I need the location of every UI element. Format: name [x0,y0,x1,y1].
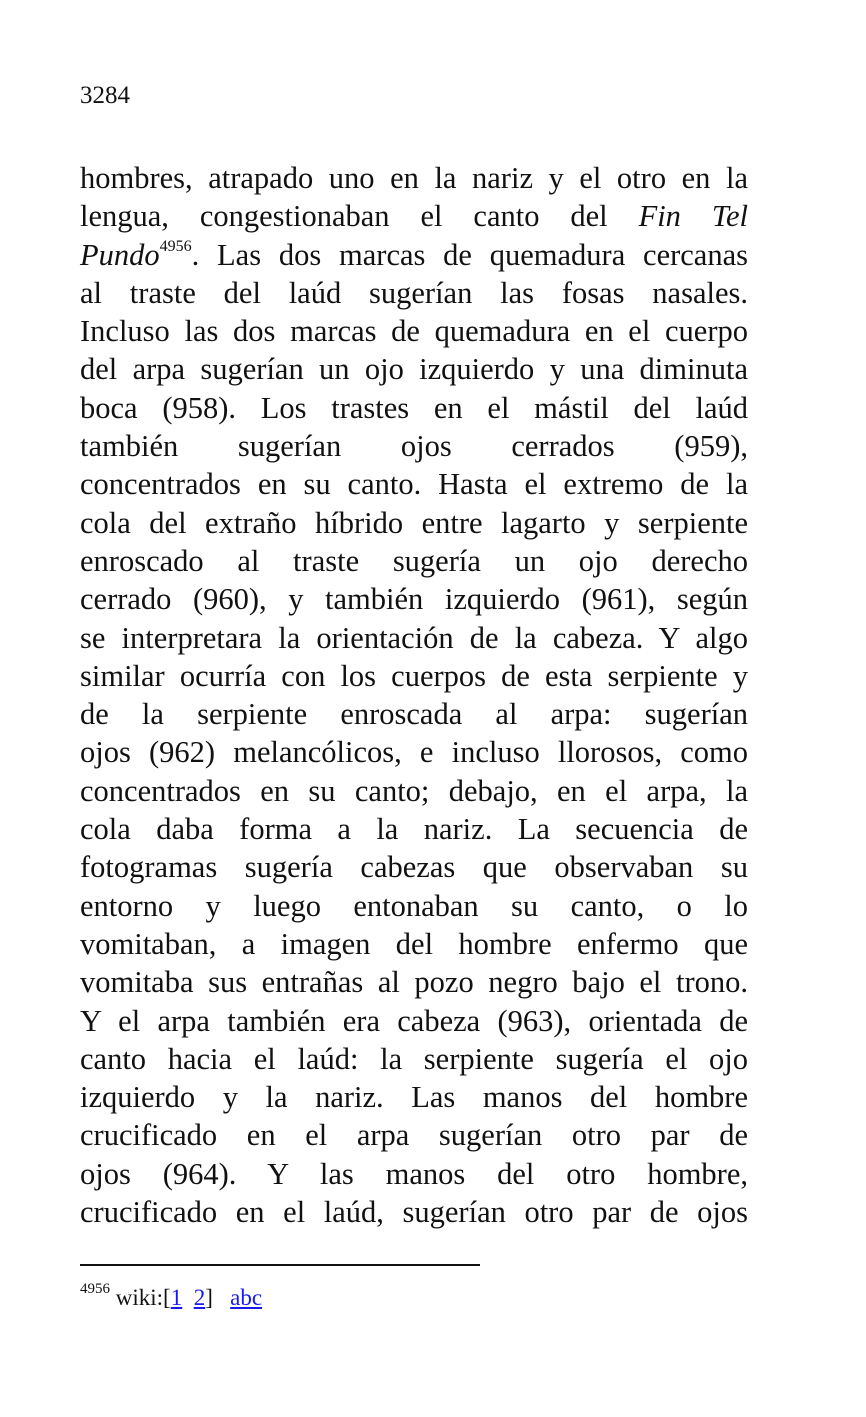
text-span: . Las dos marcas de quemadura cercanas [191,237,748,272]
footnote-suffix: ] [205,1285,213,1310]
footnote-divider [80,1264,480,1266]
footnote-link-abc[interactable]: abc [230,1285,263,1310]
text-line: cola del extraño híbrido entre lagarto y serpiente [80,505,748,540]
footnote-marker: 4956 [80,1281,110,1297]
text-line: fotogramas sugería cabezas que observaban su [80,850,748,885]
italic-title: Pundo [80,237,160,272]
text-line: boca (958). Los trastes en el mástil del laúd [80,390,748,425]
text-line: cerrado (960), y también izquierdo (961), según [80,582,748,617]
text-line: al traste del laúd sugerían las fosas nasales. [80,275,748,310]
footnote [80,1280,262,1316]
text-line: similar ocurría con los cuerpos de esta serpiente y [80,658,748,693]
text-line: también sugerían ojos cerrados (959), [80,429,748,464]
text-line: enroscado al traste sugería un ojo derecho [80,543,748,578]
footnote-link-1[interactable]: 1 [170,1285,183,1310]
footnote-link-2[interactable]: 2 [193,1285,206,1310]
text-line [80,197,748,235]
text-line: Y el arpa también era cabeza (963), orientada de [80,1003,748,1038]
text-line: del arpa sugerían un ojo izquierdo y una diminuta [80,352,748,387]
body-text [80,159,748,1231]
page-number: 3284 [80,82,130,109]
text-span: lengua, congestionaban el canto del [80,199,608,234]
text-line: canto hacia el laúd: la serpiente sugería el ojo [80,1041,748,1076]
text-line: ojos (964). Y las manos del otro hombre, [80,1156,748,1191]
footnote-reference[interactable]: 4956 [159,237,192,255]
text-line: ojos (962) melancólicos, e incluso llorosos, como [80,735,748,770]
text-line: crucificado en el arpa sugerían otro par de [80,1118,748,1153]
text-line: concentrados en su canto. Hasta el extremo de la [80,467,748,502]
text-line: izquierdo y la nariz. Las manos del hombre [80,1080,748,1115]
text-line: Incluso las dos marcas de quemadura en el cuerpo [80,314,748,349]
text-line: concentrados en su canto; debajo, en el arpa, la [80,773,748,808]
text-line: de la serpiente enroscada al arpa: sugerían [80,697,748,732]
text-line: crucificado en el laúd, sugerían otro par de ojos [80,1195,748,1230]
text-line: vomitaban, a imagen del hombre enfermo que [80,926,748,961]
text-line: hombres, atrapado uno en la nariz y el otro en la [80,161,748,195]
text-line: se interpretara la orientación de la cabeza. Y algo [80,620,748,655]
text-line: cola daba forma a la nariz. La secuencia de [80,812,748,847]
footnote-prefix: wiki:[ [115,1285,171,1310]
text-line [80,236,748,274]
text-line: vomitaba sus entrañas al pozo negro bajo el trono. [80,965,748,1000]
text-line: entorno y luego entonaban su canto, o lo [80,888,748,923]
italic-title: Fin Tel [638,199,749,234]
